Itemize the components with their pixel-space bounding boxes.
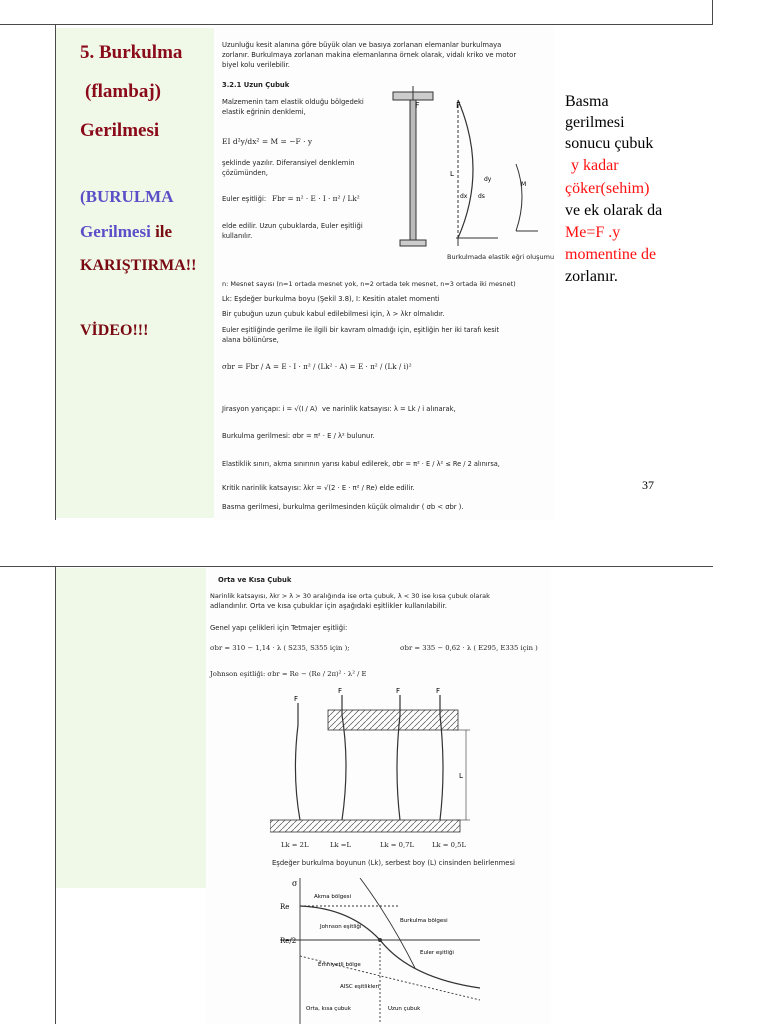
note-line9: zorlanır. <box>565 268 618 285</box>
p3-line2: kullanılır. <box>222 232 253 240</box>
p5-line2: alana bölünürse, <box>222 336 279 344</box>
slide-right-border <box>712 0 713 25</box>
ground <box>270 820 460 832</box>
radius-of-gyration: Jirasyon yarıçapı: i = √(I / A) <box>222 405 318 413</box>
section-heading: 3.2.1 Uzun Çubuk <box>222 81 290 89</box>
short-column-label: Orta, kısa çubuk <box>306 1006 351 1012</box>
re-half-label: Re/2 <box>280 937 297 945</box>
sigma-equation: σbr = Fbr / A = E · I · π² / (Lk² · A) = E · π² / (Lk / i)² <box>222 362 412 371</box>
lk-label-05l: Lk = 0,5L <box>432 841 466 849</box>
warning-word-gerilmesi: Gerilmesi <box>80 222 151 241</box>
tetmajer-eq1: σbr = 310 − 1,14 · λ ( S235, S355 için ); <box>210 644 350 652</box>
tetmajer-intro: Genel yapı çelikleri için Tetmajer eşitliği: <box>210 624 348 632</box>
buckling-stress: Burkulma gerilmesi: σbr = π² · E / λ² bulunur. <box>222 432 375 440</box>
euler-label: Euler eşitliği: <box>222 195 267 203</box>
intersection-point <box>378 938 382 942</box>
lk-label-l: Lk =L <box>330 841 352 849</box>
warning-word-ile: ile <box>155 222 173 241</box>
tetmajer-eq2: σbr = 335 − 0,62 · λ ( E295, E335 için ) <box>400 644 538 652</box>
warning-line1: (BURULMA <box>80 187 174 206</box>
johnson-equation: Johnson eşitliği: σbr = Re − (Re / 2π)² · λ² / E <box>210 670 367 678</box>
stress-region-diagram <box>280 878 490 1024</box>
equivalent-length-figure <box>270 685 470 845</box>
note-line1: Basma <box>565 93 609 110</box>
sidebar-panel <box>56 568 206 888</box>
note-line8: momentine de <box>565 246 657 263</box>
p1-line2: elastik eğrinin denklemi, <box>222 108 306 116</box>
intro-line1: Uzunluğu kesit alanına göre büyük olan ve basıya zorlanan elemanlar burkulmaya <box>222 41 502 49</box>
ds-label: ds <box>478 193 485 200</box>
buckling-elastic-curve-figure <box>388 86 548 256</box>
p1-line1: Malzemenin tam elastik olduğu bölgedeki <box>222 98 364 106</box>
force-label-4: F <box>436 687 441 695</box>
p4: Bir çubuğun uzun çubuk kabul edilebilmesi için, λ > λkr olmalıdır. <box>222 310 445 318</box>
force-label-top: F <box>415 101 420 110</box>
buckling-region-label: Burkulma bölgesi <box>400 918 448 924</box>
lk-label-2l: Lk = 2L <box>281 841 309 849</box>
page-number: 37 <box>642 478 654 492</box>
force-label-mid: F <box>456 101 461 110</box>
slide-title-line3: Gerilmesi <box>80 120 160 141</box>
slide-title-line1: 5. Burkulma <box>80 42 183 63</box>
safe-region-label: Emniyetli bölge <box>318 962 361 968</box>
figure-caption: Burkulmada elastik eğri oluşumu <box>447 253 555 261</box>
note-line6: ve ek olarak da <box>565 202 663 219</box>
intro-line3: biyel kolu verilebilir. <box>222 61 290 69</box>
video-link[interactable]: VİDEO!!! <box>80 322 149 339</box>
note-line2: gerilmesi <box>565 114 625 131</box>
top-support <box>328 710 458 730</box>
n-definition: n: Mesnet sayısı (n=1 ortada mesnet yok, n=2 ortada tek mesnet, n=3 ortada iki mesnet) <box>222 280 516 288</box>
length-label-l: L <box>459 772 463 780</box>
warning-line3: KARIŞTIRMA!! <box>80 257 197 274</box>
dx-label: dx <box>460 193 468 200</box>
p3-line1: elde edilir. Uzun çubuklarda, Euler eşitliği <box>222 222 363 230</box>
note-line5: çöker(sehim) <box>565 180 650 197</box>
p5-line1: Euler eşitliğinde gerilme ile ilgili bir kavram olmadığı için, eşitliğin her iki tarafı kesit <box>222 326 500 334</box>
yield-region-label: Akma bölgesi <box>314 894 352 900</box>
note-line7: Me=F .y <box>565 224 621 241</box>
johnson-label: Johnson eşitliği <box>320 924 362 930</box>
force-label-2: F <box>338 687 343 695</box>
figure-caption: Eşdeğer burkulma boyunun (Lk), serbest boy (L) cinsinden belirlenmesi <box>272 859 515 867</box>
note-line3: sonucu çubuk <box>565 135 654 152</box>
base-support <box>400 240 426 246</box>
long-column-label: Uzun çubuk <box>388 1006 421 1012</box>
force-label-1: F <box>294 695 299 703</box>
lk-definition: Lk: Eşdeğer burkulma boyu (Şekil 3.8), I: Kesitin atalet momenti <box>222 295 440 303</box>
p1-line2: adlandırılır. Orta ve kısa çubuklar için aşağıdaki eşitlikler kullanılabilir. <box>210 602 447 610</box>
critical-slenderness: Kritik narinlik katsayısı: λkr = √(2 · E · π² / Re) elde edilir. <box>222 484 415 492</box>
intro-line2: zorlanır. Burkulmaya zorlanan makina elemanlarına örnek olarak, vidalı kriko ve motor <box>222 51 517 59</box>
slenderness-ratio: ve narinlik katsayısı: λ = Lk / i alınarak, <box>322 405 456 413</box>
euler-equation: Fbr = n² · E · I · π² / Lk² <box>272 194 360 203</box>
length-label-l: L <box>450 170 454 178</box>
euler-label: Euler eşitliği <box>420 950 454 956</box>
re-label: Re <box>280 903 290 911</box>
axis-label-sigma: σ <box>292 879 298 888</box>
section-heading: Orta ve Kısa Çubuk <box>218 576 292 584</box>
dy-label: dy <box>484 176 492 183</box>
slide-38 <box>0 560 768 1024</box>
lk-label-07l: Lk = 0,7L <box>380 841 414 849</box>
force-label-3: F <box>396 687 401 695</box>
p1-line1: Narinlik katsayısı, λkr > λ > 30 aralığında ise orta çubuk, λ < 30 ise kısa çubuk olarak <box>210 592 490 600</box>
p2-line2: çözümünden, <box>222 169 268 177</box>
column-rod <box>410 100 416 240</box>
warning-line2 <box>80 222 172 242</box>
compressive-stress-note: Basma gerilmesi, burkulma gerilmesinden küçük olmalıdır ( σb < σbr ). <box>222 503 464 511</box>
moment-label: M <box>521 181 527 188</box>
slide-title-line2: (flambaj) <box>85 81 161 102</box>
note-line4: y kadar <box>571 157 619 174</box>
elastic-curve-equation: EI d²y/dx² = M = −F · y <box>222 137 313 146</box>
p2-line1: şeklinde yazılır. Diferansiyel denklemin <box>222 159 355 167</box>
elastic-limit-line: Elastiklik sınırı, akma sınırının yarısı kabul edilerek, σbr = π² · E / λ² ≤ Re / 2 alınırsa, <box>222 460 500 468</box>
aisc-label: AISC eşitlikleri <box>340 984 380 990</box>
